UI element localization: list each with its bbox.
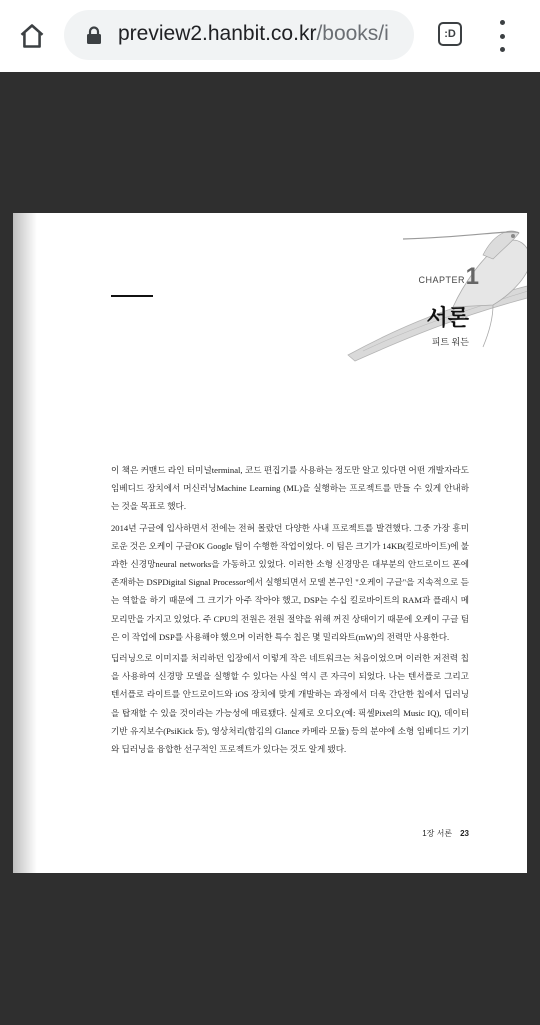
paragraph: 2014년 구글에 입사하면서 전에는 전혀 몰랐던 다양한 사내 프로젝트를 발견했다. 그중 가장 흥미로운 것은 오케이 구글OK Google 팀이 수행한 작업이었다. 이 팀은 크기가 14KB(킬로바이트)에 불과한 신경망neural networks을 가동하고 있었다. 이러한 소형 신경망은 대부분의 안드로이드 폰에 존재하는 DSPDigital Signal Processor에서 실행되면서 모델 본구인 "오케이 구글"을 지속적으로 듣는 역할을 하기 때문에 그 크기가 아주 작아야 했고, DSP는 수십 킬로바이트의 RAM과 플래시 메모리만을 가지고 있었다. 주 CPU의 전원은 전원 절약을 위해 꺼진 상태이기 때문에 오케이 구글 팀은 이 작업에 DSP를 사용해야 했으며 이러한 특수 칩은 몇 밀리와트(mW)의 전력만 사용한다. [111, 522, 469, 642]
footer-chapter: 1장 서론 [422, 829, 453, 838]
more-options-icon[interactable] [491, 20, 513, 52]
tab-switcher-button[interactable]: :D [438, 22, 462, 46]
chapter-title: 서론 [426, 305, 469, 330]
address-bar[interactable] [64, 10, 414, 60]
home-button[interactable] [14, 18, 50, 54]
chapter-number: 1 [465, 263, 479, 290]
paragraph: 이 책은 커맨드 라인 터미널terminal, 코드 편집기를 사용하는 정도만 알고 있다면 어떤 개발자라도 임베디드 장치에서 머신러닝Machine Learning (ML)을 실행하는 프로젝트를 만들 수 있게 안내하는 것을 목표로 했다. [111, 465, 469, 512]
chapter-author: 피트 워든 [431, 337, 469, 347]
book-page [13, 213, 527, 873]
chapter-body [111, 461, 469, 761]
lock-icon [84, 25, 104, 45]
url-path: /books/i [316, 22, 389, 45]
url-text[interactable] [118, 22, 389, 46]
page-gutter-shadow [13, 213, 37, 873]
url-host: preview2.hanbit.co.kr [118, 22, 317, 45]
browser-toolbar [0, 0, 540, 72]
page-number: 23 [460, 829, 469, 838]
paragraph: 딥러닝으로 이미지를 처리하던 입장에서 이렇게 작은 네트워크는 처음이었으며 이러한 저전력 칩을 사용하여 신경망 모델을 실행할 수 있다는 사실 역시 큰 자극이 되었다. 나는 텐서플로 그리고 텐서플로 라이트를 안드로이드와 iOS 장치에 맞게 개발하는 과정에서 더욱 간단한 칩에서 딥러닝을 탑재할 수 있을 것이라는 가능성에 매료됐다. 실제로 오디오(예: 픽셀Pixel의 Music IQ), 데이터 기반 유지보수(PsiKick 등), 영상처리(함김의 Glance 카메라 모듈) 등의 분야에 소형 임베디드 기기와 딥러닝을 융합한 선구적인 프로젝트가 있다는 것도 알게 됐다. [111, 653, 469, 755]
chapter-label: CHAPTER [418, 275, 465, 285]
title-rule [111, 295, 153, 297]
page-footer [422, 828, 469, 839]
home-icon [18, 22, 46, 50]
